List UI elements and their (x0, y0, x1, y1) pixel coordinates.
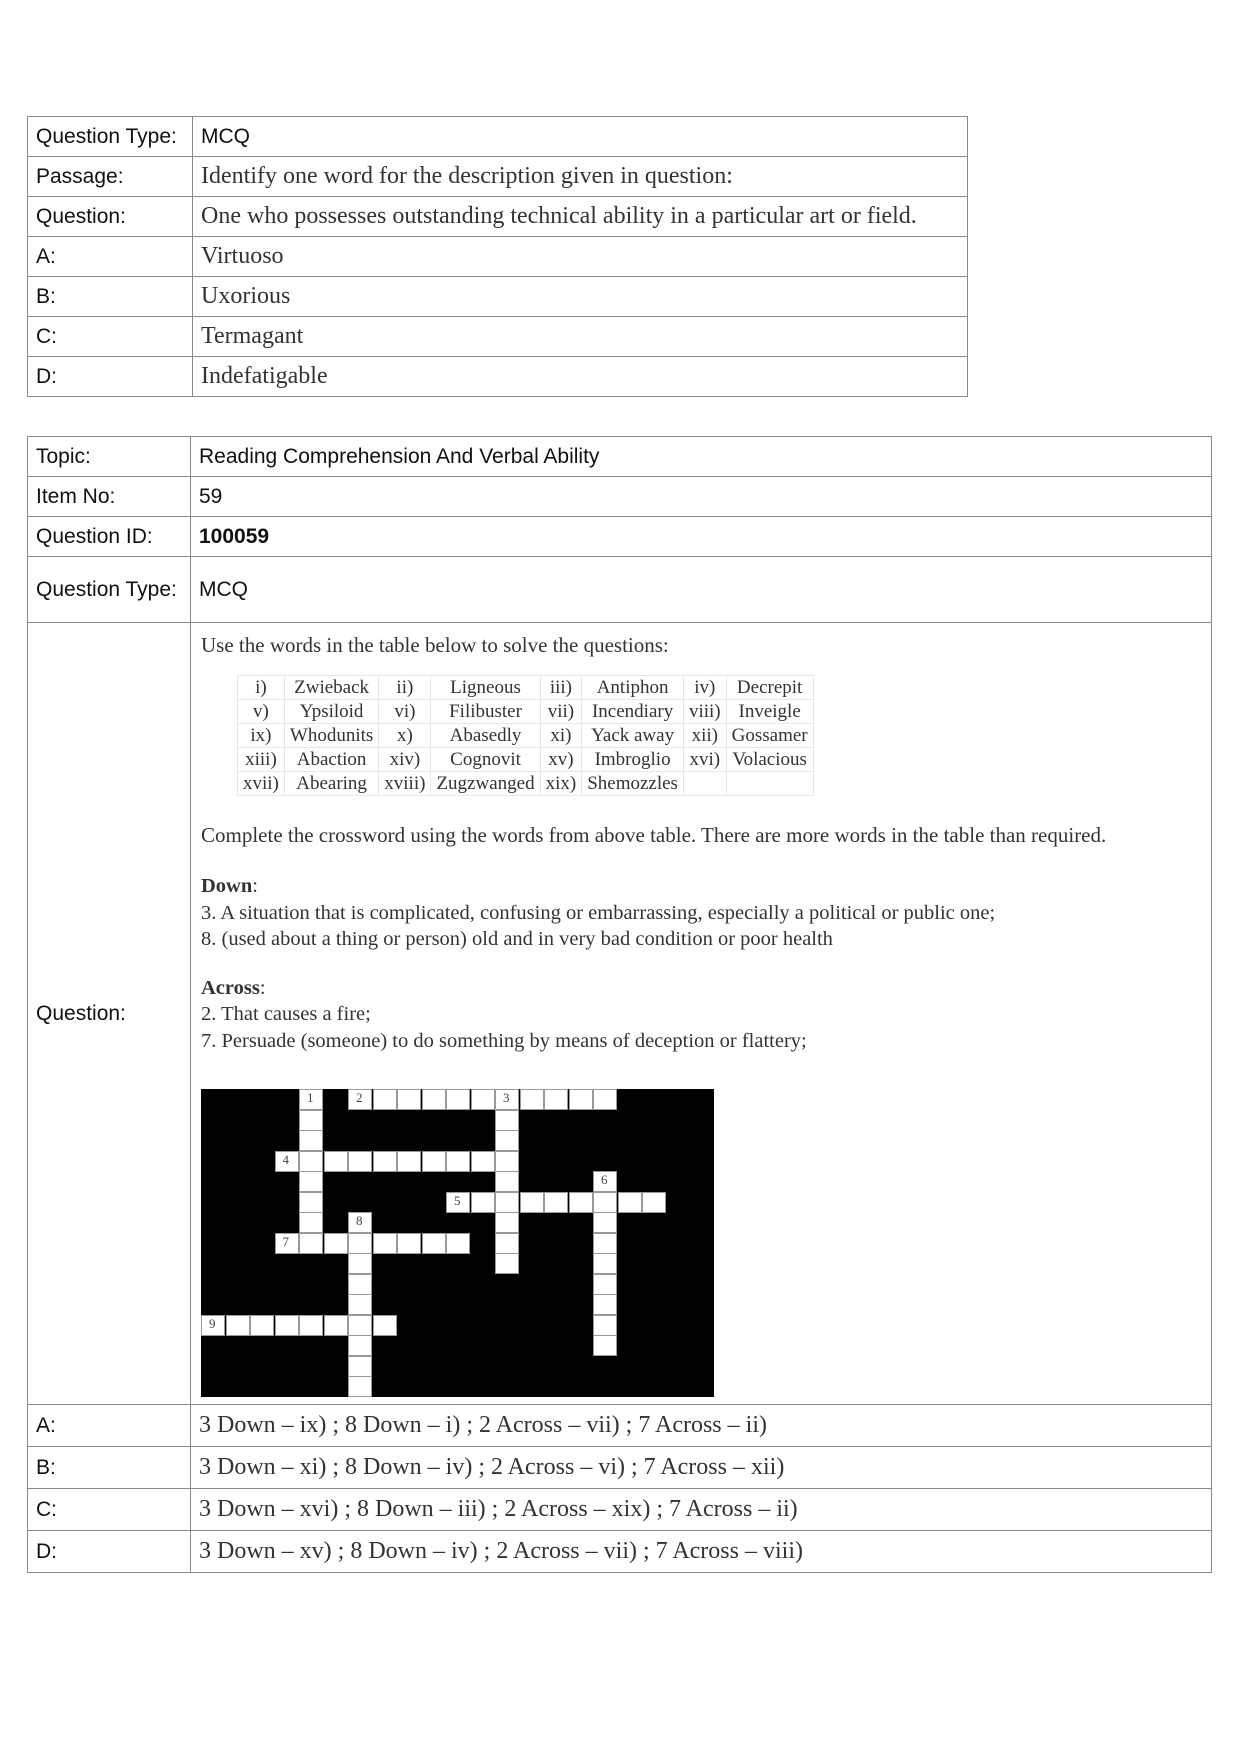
word-cell: Inveigle (726, 700, 813, 724)
crossword-cell (446, 1089, 470, 1110)
crossword-cell (397, 1089, 421, 1110)
question-type-label: Question Type: (28, 117, 193, 157)
down-clue: 8. (used about a thing or person) old and in very bad condition or poor health (201, 928, 833, 950)
question-type-value: MCQ (193, 117, 968, 157)
crossword-cell (495, 1130, 519, 1151)
option-row (28, 1531, 1212, 1573)
question-type-row (28, 557, 1212, 623)
crossword-cell (422, 1089, 446, 1110)
crossword-clue-number: 3 (503, 1090, 510, 1105)
word-cell: Abaction (284, 748, 378, 772)
word-number: xv) (540, 748, 582, 772)
crossword-cell (544, 1089, 568, 1110)
crossword-cell (495, 1253, 519, 1274)
crossword-cell (495, 1192, 519, 1213)
option-text: 3 Down – xi) ; 8 Down – iv) ; 2 Across – vi) ; 7 Across – xii) (191, 1447, 1212, 1489)
crossword-cell (593, 1233, 617, 1254)
crossword-cell (324, 1233, 348, 1254)
option-label: D: (28, 1531, 191, 1573)
word-number: xvii) (238, 772, 285, 796)
across-clue: 7. Persuade (someone) to do something by means of deception or flattery; (201, 1029, 807, 1052)
word-number: xix) (540, 772, 582, 796)
option-text: Indefatigable (193, 357, 968, 397)
option-label: A: (28, 1405, 191, 1447)
crossword-clue-number: 1 (307, 1090, 314, 1105)
down-clue: 3. A situation that is complicated, confusing or embarrassing, especially a political or public one; (201, 901, 996, 924)
option-row (28, 357, 968, 397)
option-row (28, 317, 968, 357)
option-label: D: (28, 357, 193, 397)
crossword-clue-number: 2 (356, 1090, 363, 1105)
crossword-cell (324, 1151, 348, 1172)
option-row (28, 1447, 1212, 1489)
crossword-cell (471, 1151, 495, 1172)
crossword-cell (422, 1151, 446, 1172)
crossword-cell (593, 1274, 617, 1295)
word-cell: Whodunits (284, 724, 378, 748)
crossword-cell (348, 1315, 372, 1336)
crossword-cell (348, 1294, 372, 1315)
crossword-cell (593, 1294, 617, 1315)
topic-row (28, 437, 1212, 477)
item-no-label: Item No: (28, 477, 191, 517)
word-number: xi) (540, 724, 582, 748)
crossword-cell (446, 1151, 470, 1172)
crossword-cell (544, 1192, 568, 1213)
crossword-cell (593, 1335, 617, 1356)
question-type-value: MCQ (191, 557, 1212, 623)
crossword-cell (593, 1212, 617, 1233)
question-body (191, 623, 1212, 1405)
word-number (683, 772, 726, 796)
crossword-clue-number: 9 (209, 1315, 216, 1331)
crossword-cell (373, 1233, 397, 1254)
word-number: i) (238, 676, 285, 700)
passage-label: Passage: (28, 157, 193, 197)
crossword-cell (593, 1089, 617, 1110)
crossword-cell (299, 1192, 323, 1213)
crossword-cell (348, 1253, 372, 1274)
crossword-cell (226, 1315, 250, 1336)
crossword-cell (593, 1253, 617, 1274)
crossword-cell (520, 1192, 544, 1213)
word-table-row (238, 772, 814, 796)
down-heading: Down (201, 875, 253, 897)
across-heading: Across (201, 976, 260, 999)
option-text: Virtuoso (193, 237, 968, 277)
word-cell: Ligneous (431, 676, 540, 700)
crossword-cell (593, 1192, 617, 1213)
word-cell: Decrepit (726, 676, 813, 700)
crossword-clue-number: 8 (356, 1213, 363, 1228)
question-id-row (28, 517, 1212, 557)
passage-text: Identify one word for the description given in question: (193, 157, 968, 197)
crossword-cell (348, 1151, 372, 1172)
word-cell: Zugzwanged (431, 772, 540, 796)
crossword-cell (348, 1376, 372, 1397)
crossword-cell (348, 1335, 372, 1356)
word-cell: Cognovit (431, 748, 540, 772)
crossword-cell (495, 1233, 519, 1254)
question-text: One who possesses outstanding technical ability in a particular art or field. (193, 197, 968, 237)
word-number: iii) (540, 676, 582, 700)
word-cell: Zwieback (284, 676, 378, 700)
word-table-row (238, 748, 814, 772)
crossword-cell (348, 1233, 372, 1254)
crossword-cell (299, 1171, 323, 1192)
crossword-clue-number: 7 (282, 1233, 289, 1249)
crossword-cell (299, 1130, 323, 1151)
question-label: Question: (28, 623, 191, 1405)
crossword-cell (495, 1110, 519, 1131)
option-text: Termagant (193, 317, 968, 357)
word-cell: Gossamer (726, 724, 813, 748)
across-heading-colon: : (259, 976, 266, 999)
word-number: xii) (683, 724, 726, 748)
word-number: xviii) (379, 772, 431, 796)
crossword-cell (642, 1192, 666, 1213)
option-row (28, 1489, 1212, 1531)
crossword-cell (471, 1192, 495, 1213)
option-row (28, 277, 968, 317)
word-cell (726, 772, 813, 796)
question-row (28, 197, 968, 237)
crossword-instruction: Complete the crossword using the words from above table. There are more words in the table than required. (201, 823, 1107, 847)
word-number: ix) (238, 724, 285, 748)
question-row (28, 623, 1212, 1405)
across-clue: 2. That causes a fire; (201, 1003, 371, 1025)
question-2-table (27, 436, 1212, 1573)
option-text: 3 Down – xvi) ; 8 Down – iii) ; 2 Across – xix) ; 7 Across – ii) (191, 1489, 1212, 1531)
word-table-row (238, 700, 814, 724)
word-cell: Volacious (726, 748, 813, 772)
word-cell: Abasedly (431, 724, 540, 748)
question-intro: Use the words in the table below to solve the questions: (201, 633, 669, 657)
crossword-cell (324, 1315, 348, 1336)
item-no-value: 59 (191, 477, 1212, 517)
crossword-clue-number: 4 (282, 1151, 289, 1167)
crossword-cell (397, 1151, 421, 1172)
option-label: B: (28, 1447, 191, 1489)
option-row (28, 1405, 1212, 1447)
crossword-cell (593, 1315, 617, 1336)
word-table (237, 675, 814, 796)
crossword-cell (422, 1233, 446, 1254)
crossword-cell (348, 1356, 372, 1377)
crossword-cell (348, 1274, 372, 1295)
option-text: 3 Down – ix) ; 8 Down – i) ; 2 Across – vii) ; 7 Across – ii) (191, 1405, 1212, 1447)
crossword-cell (495, 1171, 519, 1192)
topic-label: Topic: (28, 437, 191, 477)
question-type-row (28, 117, 968, 157)
crossword-cell (471, 1089, 495, 1110)
word-number: x) (379, 724, 431, 748)
question-1-table (27, 116, 968, 397)
item-no-row (28, 477, 1212, 517)
crossword-cell (618, 1192, 642, 1213)
crossword-cell (373, 1151, 397, 1172)
option-text: Uxorious (193, 277, 968, 317)
crossword-cell (569, 1192, 593, 1213)
crossword-cell (373, 1315, 397, 1336)
word-number: xiii) (238, 748, 285, 772)
word-cell: Abearing (284, 772, 378, 796)
word-number: xvi) (683, 748, 726, 772)
word-table-row (238, 676, 814, 700)
crossword-grid (201, 1089, 714, 1397)
word-cell: Filibuster (431, 700, 540, 724)
crossword-cell (299, 1233, 323, 1254)
word-number: vii) (540, 700, 582, 724)
word-table-row (238, 724, 814, 748)
crossword-cell (299, 1151, 323, 1172)
word-cell: Ypsiloid (284, 700, 378, 724)
crossword-clue-number: 5 (454, 1192, 461, 1208)
option-label: C: (28, 317, 193, 357)
crossword-cell (250, 1315, 274, 1336)
word-cell: Shemozzles (582, 772, 684, 796)
crossword-cell (397, 1233, 421, 1254)
question-label: Question: (28, 197, 193, 237)
word-number: ii) (379, 676, 431, 700)
crossword-cell (299, 1315, 323, 1336)
passage-row (28, 157, 968, 197)
option-label: B: (28, 277, 193, 317)
crossword-cell (520, 1089, 544, 1110)
option-row (28, 237, 968, 277)
word-cell: Incendiary (582, 700, 684, 724)
crossword-clue-number: 6 (601, 1172, 608, 1187)
crossword-cell (373, 1089, 397, 1110)
crossword-cell (495, 1151, 519, 1172)
word-cell: Yack away (582, 724, 684, 748)
word-cell: Imbroglio (582, 748, 684, 772)
word-cell: Antiphon (582, 676, 684, 700)
down-heading-colon: : (252, 875, 258, 897)
option-label: C: (28, 1489, 191, 1531)
word-number: v) (238, 700, 285, 724)
question-id-value: 100059 (191, 517, 1212, 557)
crossword-cell (446, 1233, 470, 1254)
word-number: xiv) (379, 748, 431, 772)
question-id-label: Question ID: (28, 517, 191, 557)
crossword-cell (569, 1089, 593, 1110)
clues-block (201, 873, 995, 1054)
crossword-cell (495, 1212, 519, 1233)
word-number: iv) (683, 676, 726, 700)
crossword-cell (299, 1212, 323, 1233)
word-number: vi) (379, 700, 431, 724)
option-label: A: (28, 237, 193, 277)
question-type-label: Question Type: (28, 557, 191, 623)
crossword-cell (275, 1315, 299, 1336)
word-number: viii) (683, 700, 726, 724)
topic-value: Reading Comprehension And Verbal Ability (191, 437, 1212, 477)
crossword-cell (299, 1110, 323, 1131)
option-text: 3 Down – xv) ; 8 Down – iv) ; 2 Across – vii) ; 7 Across – viii) (191, 1531, 1212, 1573)
